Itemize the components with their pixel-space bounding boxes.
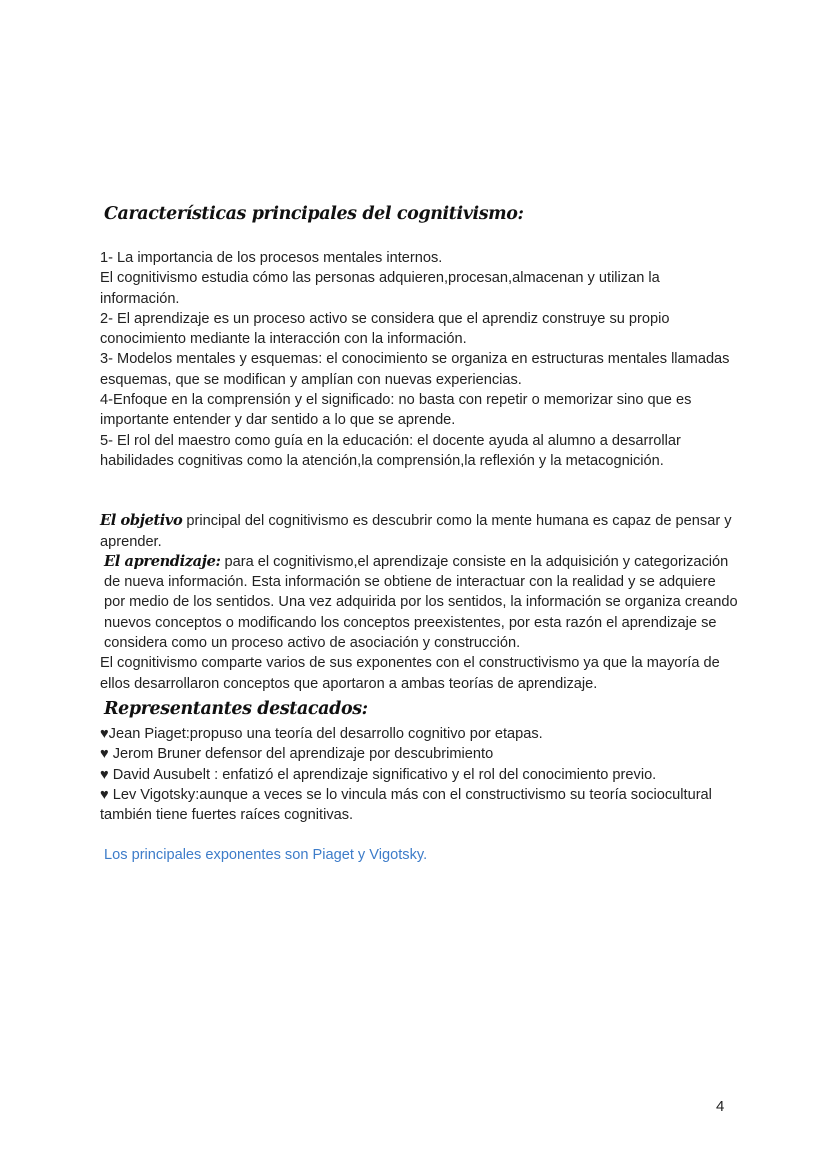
representante-bruner: Jerom Bruner defensor del aprendizaje por descubrimiento <box>108 746 494 763</box>
list-item-2: 2- El aprendizaje es un proceso activo se considera que el aprendiz construye su propio conocimiento mediante la interacción con la información. <box>100 310 670 348</box>
list-item <box>100 765 740 785</box>
objetivo-label: El objetivo <box>100 512 183 530</box>
spacer <box>100 228 740 248</box>
section-heading-representantes: Representantes destacados: <box>104 698 368 719</box>
heart-icon: ♥ <box>100 746 109 763</box>
objetivo-text: principal del cognitivismo es descubrir como la mente humana es capaz de pensar y aprender. <box>100 513 732 550</box>
comparte-paragraph: El cognitivismo comparte varios de sus exponentes con el constructivismo ya que la mayoría de ellos desarrollaron conceptos que aportaron a ambas teorías de aprendizaje. <box>100 655 720 692</box>
list-item <box>100 744 740 764</box>
list-item-1: 1- La importancia de los procesos mentales internos. <box>100 250 443 266</box>
heart-icon: ♥ <box>100 766 109 783</box>
aprendizaje-paragraph <box>100 552 740 653</box>
list-item-5: 5- El rol del maestro como guía en la educación: el docente ayuda al alumno a desarrollar habilidades cognitivas como la atención,la comprensión,la reflexión y la metacognición. <box>100 432 681 469</box>
spacer <box>100 471 740 511</box>
aprendizaje-text: para el cognitivismo,el aprendizaje consiste en la adquisición y categorización de nueva información. Esta información se obtiene de interactuar con la realidad y se adquiere por medio de los sentidos. Una vez adquirida por los sentidos, la información se organiza creando nuevos conceptos o modificando los conceptos preexistentes, por esta razón el aprendizaje se considera como un proceso activo de asociación y construcción. <box>104 553 738 652</box>
list-item-3: 3- Modelos mentales y esquemas: el conocimiento se organiza en estructuras mentales llamadas esquemas, que se modifican y amplían con nuevas experiencias. <box>100 351 730 388</box>
page-number: 4 <box>716 1098 725 1115</box>
objetivo-paragraph <box>100 511 740 552</box>
section-heading-caracteristicas: Características principales del cognitivismo: <box>104 204 524 224</box>
page-content <box>100 200 740 866</box>
representante-piaget: Jean Piaget:propuso una teoría del desarrollo cognitivo por etapas. <box>108 725 543 742</box>
heart-icon: ♥ <box>100 786 109 803</box>
spacer <box>100 825 740 845</box>
aprendizaje-label: El aprendizaje: <box>104 552 221 570</box>
representantes-list <box>100 724 740 825</box>
representante-vigotsky: Lev Vigotsky:aunque a veces se lo vincula más con el constructivismo su teoría sociocultural también tiene fuertes raíces cognitivas. <box>100 786 712 824</box>
list-item-1-detail: El cognitivismo estudia cómo las personas adquieren,procesan,almacenan y utilizan la información. <box>100 270 660 307</box>
list-item <box>100 724 740 744</box>
representante-ausubelt: David Ausubelt : enfatizó el aprendizaje significativo y el rol del conocimiento previo. <box>108 766 657 783</box>
list-item-4: 4-Enfoque en la comprensión y el significado: no basta con repetir o memorizar sino que es importante entender y dar sentido a lo que se aprende. <box>100 392 692 429</box>
list-item <box>100 785 740 826</box>
conclusion-text: Los principales exponentes son Piaget y Vigotsky. <box>104 847 428 864</box>
heart-icon: ♥ <box>100 725 109 742</box>
